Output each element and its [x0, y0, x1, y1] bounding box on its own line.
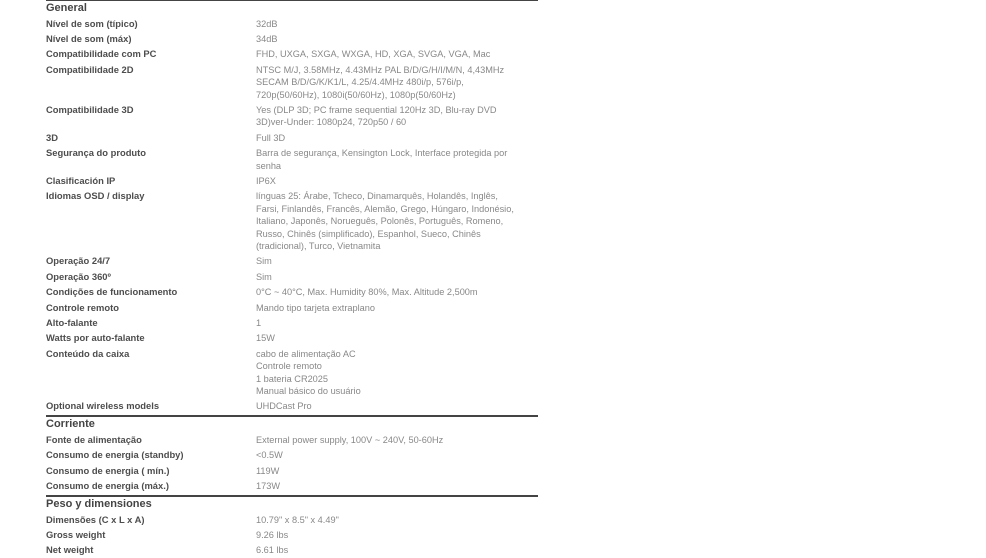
spec-row-remote [46, 300, 538, 315]
spec-row-osd-languages [46, 189, 538, 254]
spec-label: Consumo de energia (máx.) [46, 480, 169, 492]
spec-label: Compatibilidade 3D [46, 103, 134, 115]
spec-value [256, 48, 538, 60]
spec-value [256, 544, 538, 556]
spec-value-line: 15W [256, 333, 275, 344]
spec-value [256, 255, 538, 267]
spec-value-line: Full 3D [256, 132, 286, 143]
section-title: Peso y dimensiones [46, 498, 152, 510]
section-header-corriente [46, 415, 538, 432]
spec-value [256, 449, 538, 461]
spec-value-line: 1 [256, 318, 262, 329]
spec-value-line: 34dB [256, 33, 278, 44]
spec-value-line: 32dB [256, 18, 278, 29]
spec-row-operation-24-7 [46, 254, 538, 269]
spec-row-sound-max [46, 31, 538, 46]
spec-value-line: 6.61 lbs [256, 545, 289, 556]
spec-row-operating-conditions [46, 285, 538, 300]
spec-value [256, 104, 538, 129]
spec-value-line: senha [256, 160, 282, 171]
spec-label: Compatibilidade 2D [46, 63, 134, 75]
spec-value-line: SECAM B/D/G/K/K1/L, 4.25/4.4MHz 480i/p, 576i/p, [256, 77, 464, 88]
spec-value [256, 175, 538, 187]
spec-row-speaker-watts [46, 331, 538, 346]
spec-label: Gross weight [46, 528, 106, 540]
spec-label: Operação 360º [46, 270, 111, 282]
spec-value [256, 190, 538, 252]
spec-value-line: Yes (DLP 3D; PC frame sequential 120Hz 3D, Blu-ray DVD [256, 104, 497, 115]
section-title: General [46, 2, 87, 14]
spec-row-net-weight [46, 543, 538, 558]
spec-label: Controle remoto [46, 301, 119, 313]
spec-value [256, 480, 538, 492]
spec-label: Conteúdo da caixa [46, 347, 130, 359]
spec-value [256, 317, 538, 329]
spec-row-speaker [46, 316, 538, 331]
spec-value-line: NTSC M/J, 3.58MHz, 4.43MHz PAL B/D/G/H/I/M/N, 4,43MHz [256, 64, 505, 75]
spec-value-line: Italiano, Japonês, Norueguês, Polonês, Português, Romeno, [256, 216, 504, 227]
spec-row-box-contents [46, 346, 538, 399]
spec-row-2d-compat [46, 62, 538, 102]
spec-value [256, 529, 538, 541]
spec-value-line: 9.26 lbs [256, 529, 289, 540]
spec-row-operation-360 [46, 269, 538, 284]
spec-value [256, 348, 538, 398]
spec-label: Optional wireless models [46, 400, 160, 412]
spec-value [256, 434, 538, 446]
spec-value-line: 119W [256, 465, 280, 476]
spec-value-line: IP6X [256, 175, 276, 186]
spec-value [256, 64, 538, 101]
spec-value-line: External power supply, 100V ~ 240V, 50-60Hz [256, 434, 444, 445]
spec-value-line: 10.79" x 8.5" x 4.49" [256, 514, 339, 525]
spec-label: Dimensões (C x L x A) [46, 513, 145, 525]
spec-value-line: 3D)ver-Under: 1080p24, 720p50 / 60 [256, 117, 407, 128]
spec-value [256, 286, 538, 298]
spec-row-gross-weight [46, 527, 538, 542]
section-header-peso-dimensiones [46, 495, 538, 512]
spec-value-line: 173W [256, 481, 281, 492]
spec-label: Consumo de energia ( mín.) [46, 464, 170, 476]
spec-value [256, 147, 538, 172]
spec-row-power-min [46, 463, 538, 478]
spec-value-line: Sim [256, 271, 272, 282]
spec-value-line: cabo de alimentação AC [256, 348, 356, 359]
spec-label: Net weight [46, 544, 94, 556]
spec-label: Nível de som (típico) [46, 17, 138, 29]
spec-value-line: Farsi, Finlandês, Francês, Alemão, Grego, Húngaro, Indonésio, [256, 203, 514, 214]
spec-label: Alto-falante [46, 317, 98, 329]
spec-value [256, 400, 538, 412]
spec-value [256, 465, 538, 477]
spec-label: Clasificación IP [46, 174, 116, 186]
spec-value-line: Manual básico do usuário [256, 386, 361, 397]
spec-value-line: (tradicional), Turco, Vietnamita [256, 241, 381, 251]
spec-row-power-standby [46, 448, 538, 463]
spec-label: Operação 24/7 [46, 255, 111, 267]
spec-value-line: FHD, UXGA, SXGA, WXGA, HD, XGA, SVGA, VGA, Mac [256, 49, 491, 60]
spec-value [256, 18, 538, 30]
spec-value-line: <0.5W [256, 450, 283, 461]
spec-row-security [46, 146, 538, 174]
spec-label: Consumo de energia (standby) [46, 449, 184, 461]
spec-value [256, 33, 538, 45]
spec-value-line: 0°C ~ 40°C, Max. Humidity 80%, Max. Altitude 2,500m [256, 287, 478, 298]
spec-value-line: línguas 25: Árabe, Tcheco, Dinamarquês, Holandês, Inglês, [256, 191, 498, 202]
spec-row-3d-compat [46, 102, 538, 130]
spec-label: Nível de som (máx) [46, 32, 132, 44]
section-title: Corriente [46, 418, 95, 431]
spec-label: Fonte de alimentação [46, 433, 142, 445]
spec-label: Compatibilidade com PC [46, 48, 157, 60]
spec-sheet [46, 0, 538, 558]
spec-row-sound-typical [46, 16, 538, 31]
spec-row-ip-rating [46, 173, 538, 188]
spec-value-line: Russo, Chinês (simplificado), Espanhol, Sueco, Chinês [256, 228, 481, 239]
spec-label: 3D [46, 131, 58, 143]
spec-label: Condições de funcionamento [46, 286, 178, 298]
spec-value [256, 302, 538, 314]
section-header-general [46, 0, 538, 16]
spec-value [256, 332, 538, 344]
spec-row-dimensions [46, 512, 538, 527]
spec-value-line: Barra de segurança, Kensington Lock, Interface protegida por [256, 148, 508, 159]
spec-row-pc-compat [46, 47, 538, 62]
spec-row-power-supply [46, 432, 538, 447]
spec-value [256, 514, 538, 526]
spec-row-3d [46, 130, 538, 145]
spec-value-line: 1 bateria CR2025 [256, 373, 329, 384]
spec-label: Watts por auto-falante [46, 332, 145, 344]
spec-value [256, 132, 538, 144]
spec-label: Segurança do produto [46, 147, 147, 159]
spec-value-line: Controle remoto [256, 361, 322, 372]
spec-value-line: 720p(50/60Hz), 1080i(50/60Hz), 1080p(50/60Hz) [256, 89, 456, 100]
spec-value-line: Mando tipo tarjeta extraplano [256, 302, 376, 313]
spec-row-power-max [46, 479, 538, 494]
spec-row-wireless-models [46, 399, 538, 414]
spec-value-line: UHDCast Pro [256, 401, 312, 412]
spec-value [256, 271, 538, 283]
spec-label: Idiomas OSD / display [46, 190, 145, 202]
spec-value-line: Sim [256, 256, 272, 267]
